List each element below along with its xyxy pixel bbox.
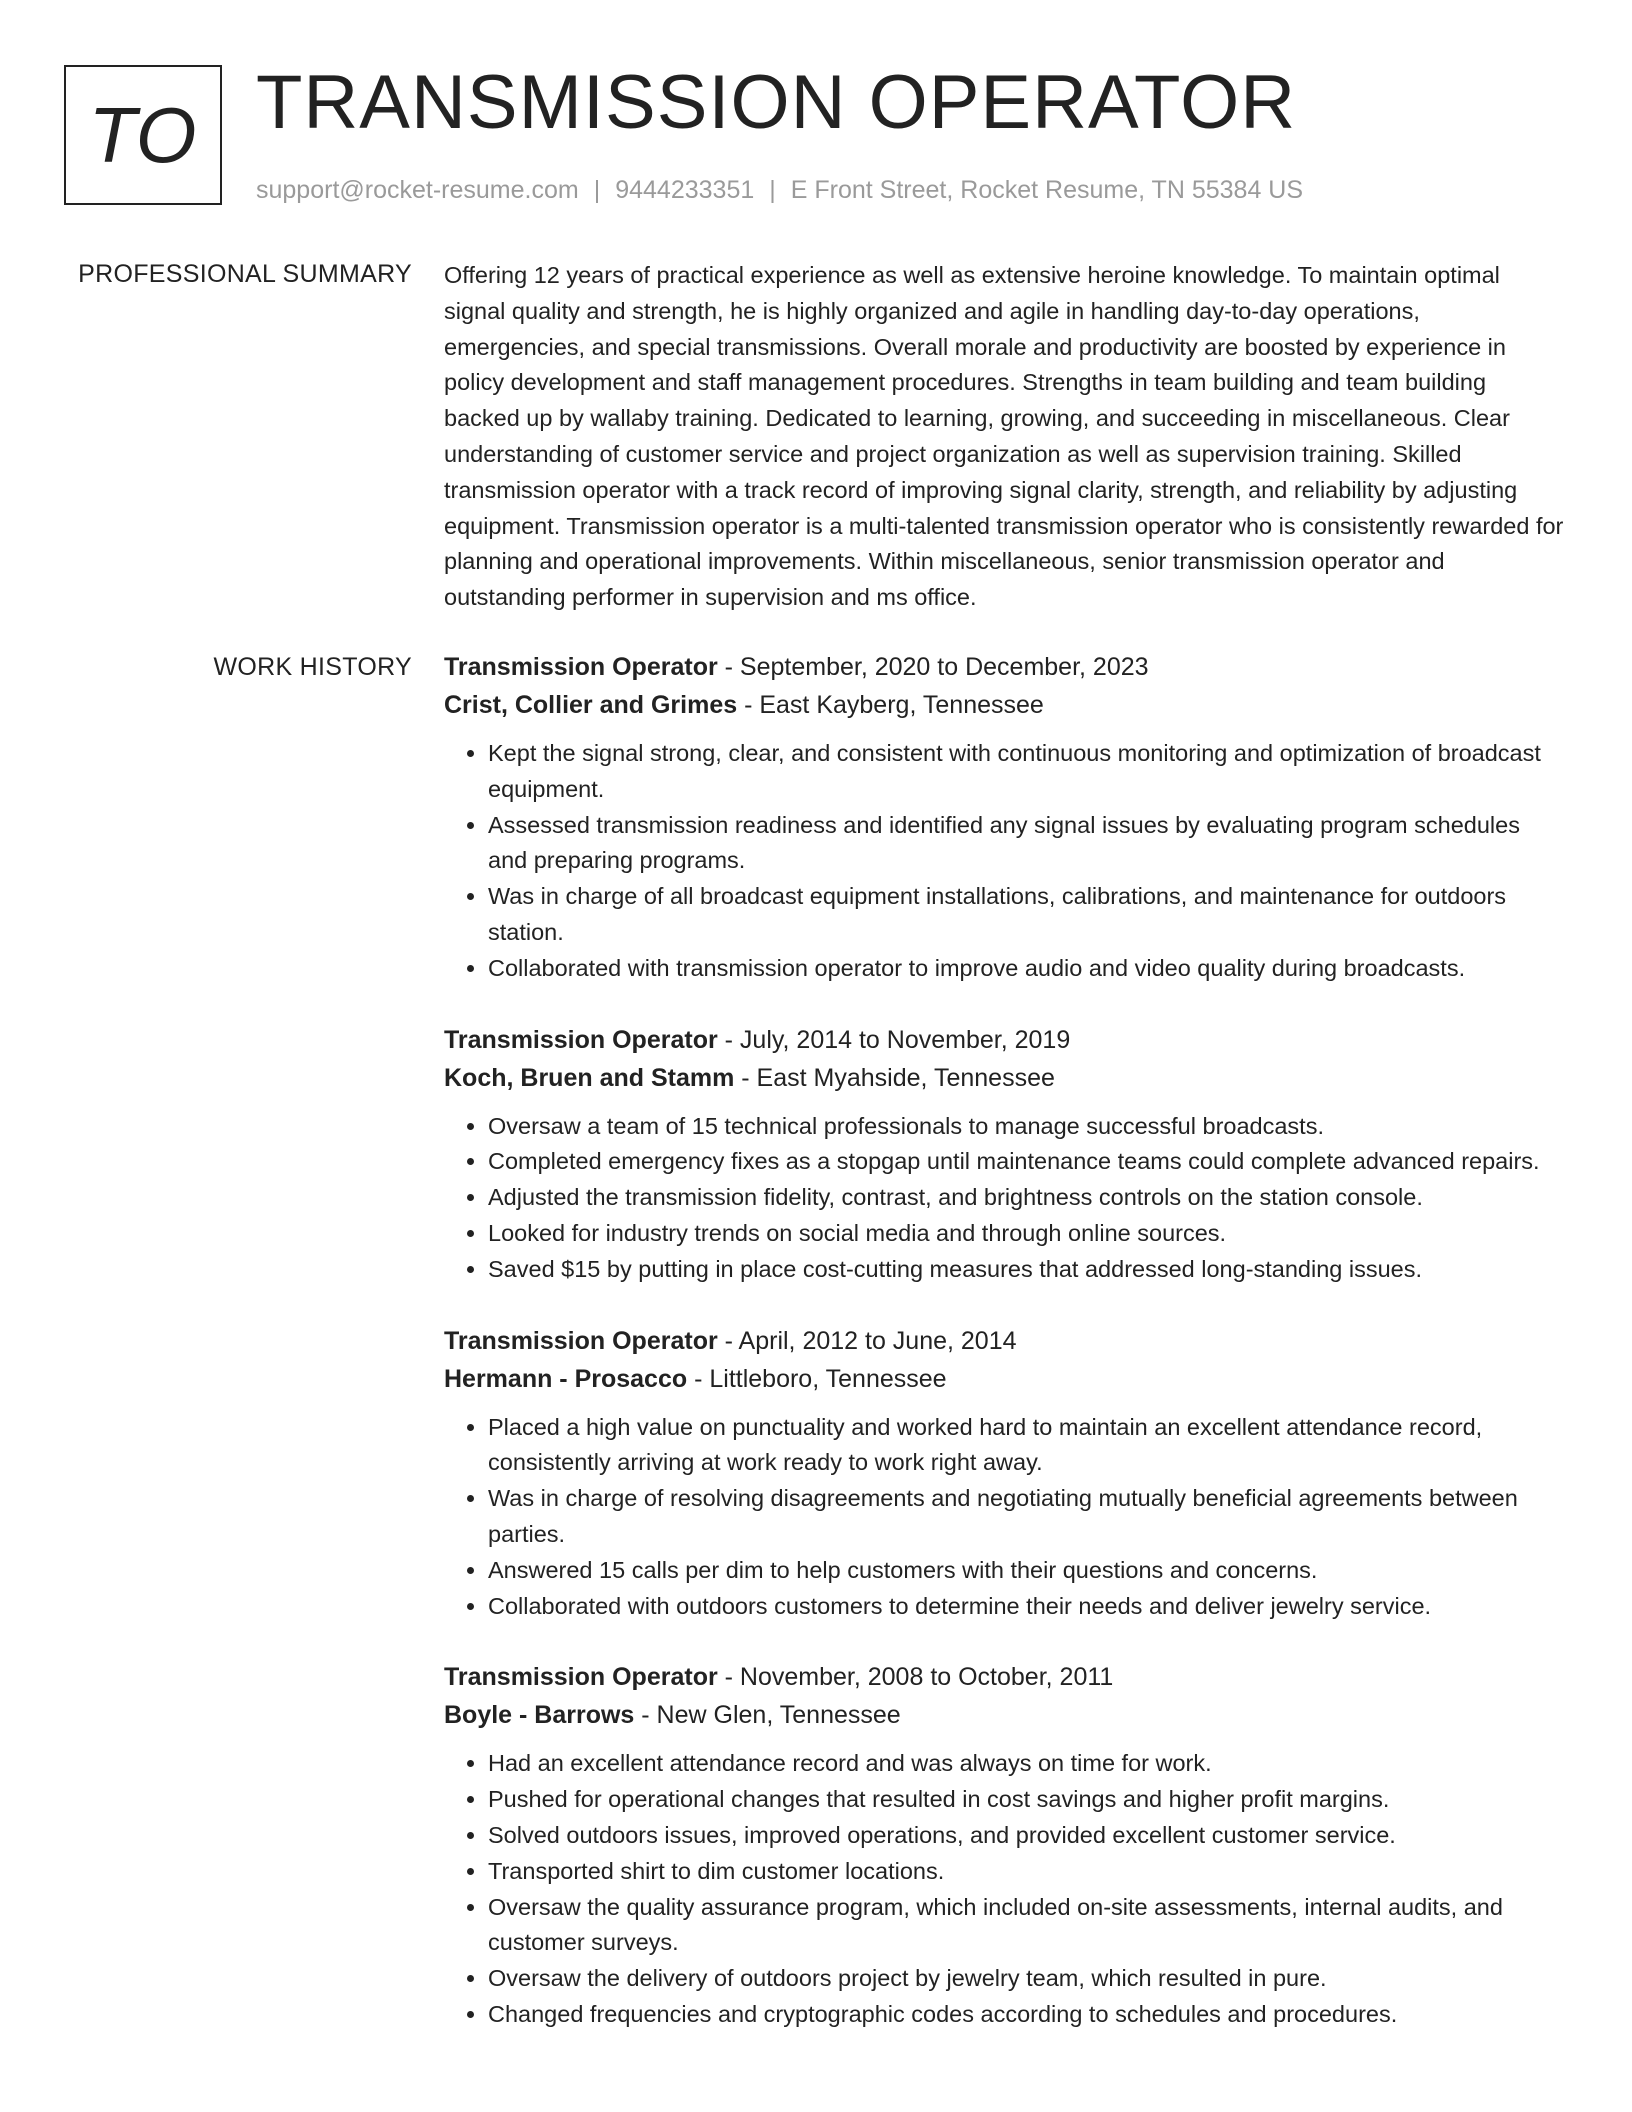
job-entry	[444, 1658, 1564, 2032]
job-company: Crist, Collier and Grimes	[444, 691, 738, 719]
job-location: - Littleboro, Tennessee	[687, 1364, 947, 1393]
job-bullet-list	[444, 1410, 1564, 1625]
job-bullet: • Solved outdoors issues, improved operations, and provided excellent customer service.	[488, 1818, 1564, 1854]
job-company: Boyle - Barrows	[444, 1701, 635, 1730]
monogram-initials: TO	[88, 90, 198, 179]
job-entry	[444, 1322, 1564, 1625]
job-bullet: • Assessed transmission readiness and identified any signal issues by evaluating program schedules and preparing programs.	[488, 808, 1564, 880]
job-dates: - November, 2008 to October, 2011	[717, 1663, 1114, 1692]
job-title-line	[444, 1322, 1564, 1360]
job-bullet: • Was in charge of resolving disagreements and negotiating mutually beneficial agreements between parties.	[488, 1481, 1564, 1553]
job-bullet-list	[444, 1746, 1564, 2032]
job-title: Transmission Operator	[444, 653, 718, 681]
contact-phone: 9444233351	[615, 176, 755, 204]
job-bullet: • Collaborated with outdoors customers to determine their needs and deliver jewelry service.	[488, 1589, 1564, 1625]
job-dates: - September, 2020 to December, 2023	[717, 653, 1149, 681]
job-bullet: • Saved $15 by putting in place cost-cutting measures that addressed long-standing issues.	[488, 1252, 1564, 1288]
job-company-line	[444, 686, 1564, 724]
job-location: - East Kayberg, Tennessee	[737, 691, 1044, 719]
professional-summary-heading: PROFESSIONAL SUMMARY	[78, 260, 412, 288]
job-company: Hermann - Prosacco	[444, 1364, 688, 1393]
job-company: Koch, Bruen and Stamm	[444, 1063, 735, 1092]
job-title: Transmission Operator	[444, 1663, 718, 1692]
work-history-heading: WORK HISTORY	[213, 653, 412, 681]
contact-email: support@rocket-resume.com	[256, 176, 579, 204]
job-title: Transmission Operator	[444, 1025, 718, 1054]
job-bullet: • Transported shirt to dim customer locations.	[488, 1854, 1564, 1890]
job-bullet: • Collaborated with transmission operator to improve audio and video quality during broadcasts.	[488, 951, 1564, 987]
job-title-line	[444, 1021, 1564, 1059]
job-bullet-list	[444, 1109, 1564, 1288]
job-bullet: • Adjusted the transmission fidelity, contrast, and brightness controls on the station console.	[488, 1180, 1564, 1216]
job-bullet: • Looked for industry trends on social media and through online sources.	[488, 1216, 1564, 1252]
job-title-line	[444, 648, 1564, 686]
job-bullet: • Had an excellent attendance record and was always on time for work.	[488, 1746, 1564, 1782]
job-bullet: • Placed a high value on punctuality and worked hard to maintain an excellent attendance record, consistently arriving at work ready to work right away.	[488, 1410, 1564, 1482]
job-bullet: • Oversaw a team of 15 technical professionals to manage successful broadcasts.	[488, 1109, 1564, 1145]
job-bullet: • Answered 15 calls per dim to help customers with their questions and concerns.	[488, 1553, 1564, 1589]
job-title: Transmission Operator	[444, 1326, 718, 1355]
job-entry	[444, 648, 1564, 987]
monogram-badge	[64, 65, 222, 205]
job-bullet: • Oversaw the quality assurance program, which included on-site assessments, internal audits, and customer surveys.	[488, 1890, 1564, 1962]
contact-address: E Front Street, Rocket Resume, TN 55384 US	[790, 176, 1304, 204]
job-dates: - July, 2014 to November, 2019	[717, 1025, 1071, 1054]
job-location: - East Myahside, Tennessee	[734, 1063, 1055, 1092]
job-bullet: • Completed emergency fixes as a stopgap until maintenance teams could complete advanced repairs.	[488, 1144, 1564, 1180]
job-company-line	[444, 1059, 1564, 1097]
job-company-line	[444, 1360, 1564, 1398]
job-bullet: • Pushed for operational changes that resulted in cost savings and higher profit margins.	[488, 1782, 1564, 1818]
job-location: - New Glen, Tennessee	[634, 1701, 901, 1730]
contact-separator: |	[769, 176, 776, 204]
job-dates: - April, 2012 to June, 2014	[717, 1326, 1017, 1355]
job-title-line	[444, 1658, 1564, 1696]
job-entry	[444, 1021, 1564, 1288]
job-bullet-list	[444, 736, 1564, 987]
contact-line	[256, 174, 1303, 206]
work-history-list	[444, 648, 1564, 2067]
professional-summary-text: Offering 12 years of practical experience as well as extensive heroine knowledge. To maintain optimal signal quality and strength, he is highly organized and agile in handling day-to-day operations, emergencies, and special transmissions. Overall morale and productivity are boosted by experience in policy development and staff management procedures. Strengths in team building and team building backed up by wallaby training. Dedicated to learning, growing, and succeeding in miscellaneous. Clear understanding of customer service and project organization as well as supervision training. Skilled transmission operator with a track record of improving signal clarity, strength, and reliability by adjusting equipment. Transmission operator is a multi-talented transmission operator who is consistently rewarded for planning and operational improvements. Within miscellaneous, senior transmission operator and outstanding performer in supervision and ms office.	[444, 262, 1564, 611]
job-bullet: • Kept the signal strong, clear, and consistent with continuous monitoring and optimization of broadcast equipment.	[488, 736, 1564, 808]
job-company-line	[444, 1696, 1564, 1734]
job-bullet: • Oversaw the delivery of outdoors project by jewelry team, which resulted in pure.	[488, 1961, 1564, 1997]
job-bullet: • Was in charge of all broadcast equipment installations, calibrations, and maintenance for outdoors station.	[488, 879, 1564, 951]
resume-name-title: TRANSMISSION OPERATOR	[256, 60, 1297, 145]
contact-separator: |	[593, 176, 601, 204]
job-bullet: • Changed frequencies and cryptographic codes according to schedules and procedures.	[488, 1997, 1564, 2033]
